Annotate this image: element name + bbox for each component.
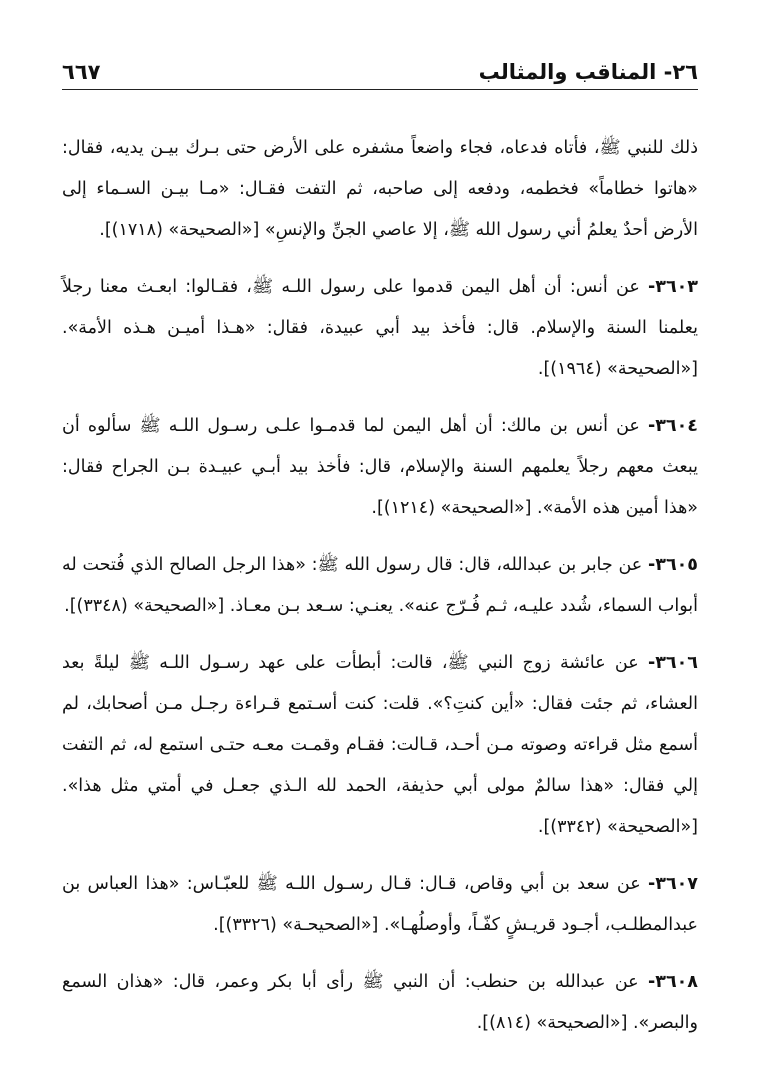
header-divider: [62, 89, 698, 90]
hadith-paragraph: [62, 545, 698, 627]
hadith-text: عن عائشة زوج النبي ﷺ، قالت: أبطأت على عهد رسـول اللـه ﷺ ليلةً بعد العشاء، ثم جئت فقال: «أين كنتِ؟». قلت: كنت أسـتمع قـراءة رجـل مـن أصحابك، لم أسمع مثل قراءته وصوته مـن أحـد، قـالت: فقـام وقمـت معـه حتـى استمع له، ثم التفت إلي فقال: «هذا سالمٌ مولى أبي حذيفة، الحمد لله الـذي جعـل في أمتي مثل هذا». [«الصحيحة» (٣٣٤٢)].: [62, 653, 698, 837]
hadith-text: عن جابر بن عبدالله، قال: قال رسول الله ﷺ: «هذا الرجل الصالح الذي فُتحت له أبواب السماء، شُدد عليـه، ثـم فُـرّج عنه». يعنـي: سـعد بـن معـاذ. [«الصحيحة» (٣٣٤٨)].: [62, 555, 698, 616]
hadith-text: عن عبدالله بن حنطب: أن النبي ﷺ رأى أبا بكر وعمر، قال: «هذان السمع والبصر». [«الصحيحة» (٨١٤)].: [62, 972, 698, 1033]
hadith-number: ٣٦٠٦-: [647, 653, 698, 673]
hadith-paragraph: [62, 406, 698, 529]
hadith-paragraph: [62, 128, 698, 251]
hadith-paragraph: [62, 267, 698, 390]
hadith-number: ٣٦٠٣-: [648, 277, 698, 297]
hadith-text: عن أنس بن مالك: أن أهل اليمن لما قدمـوا علـى رسـول اللـه ﷺ سألوه أن يبعث معهم رجلاً يعلمهم السنة والإسلام، قال: فأخذ بيد أبـي عبيـدة بـن الجراح فقال: «هذا أمين هذه الأمة». [«الصحيحة» (١٢١٤)].: [62, 416, 698, 518]
chapter-title: ٢٦- المناقب والمثالب: [478, 60, 698, 84]
page-header: [62, 52, 698, 86]
hadith-text: عن أنس: أن أهل اليمن قدموا على رسول اللـه ﷺ، فقـالوا: ابعـث معنا رجلاً يعلمنا السنة والإسلام. قال: فأخذ بيد أبي عبيدة، فقال: «هـذا أميـن هـذه الأمة». [«الصحيحة» (١٩٦٤)].: [62, 277, 698, 379]
hadith-paragraph: [62, 643, 698, 848]
page-body: [62, 128, 698, 1060]
page-number: ٦٦٧: [62, 60, 101, 84]
hadith-text: عن سعد بن أبي وقاص، قـال: قـال رسـول اللـه ﷺ للعبّـاس: «هذا العباس بن عبدالمطلـب، أجـود قريـشٍ كفّـاً، وأوصلُهـا». [«الصحيحـة» (٣٣٢٦)].: [62, 874, 698, 935]
hadith-number: ٣٦٠٥-: [648, 555, 698, 575]
hadith-number: ٣٦٠٨-: [648, 972, 698, 992]
hadith-paragraph: [62, 962, 698, 1044]
hadith-number: ٣٦٠٤-: [647, 416, 698, 436]
hadith-text: ذلك للنبي ﷺ، فأتاه فدعاه، فجاء واضعاً مشفره على الأرض حتى بـرك بيـن يديه، فقال: «هاتوا خطاماً» فخطمه، ودفعه إلى صاحبه، ثم التفت فقـال: «مـا بيـن السـماء إلى الأرض أحدٌ يعلمُ أني رسول الله ﷺ، إلا عاصي الجنِّ والإنسِ» [«الصحيحة» (١٧١٨)].: [62, 138, 698, 240]
hadith-number: ٣٦٠٧-: [648, 874, 698, 894]
hadith-paragraph: [62, 864, 698, 946]
